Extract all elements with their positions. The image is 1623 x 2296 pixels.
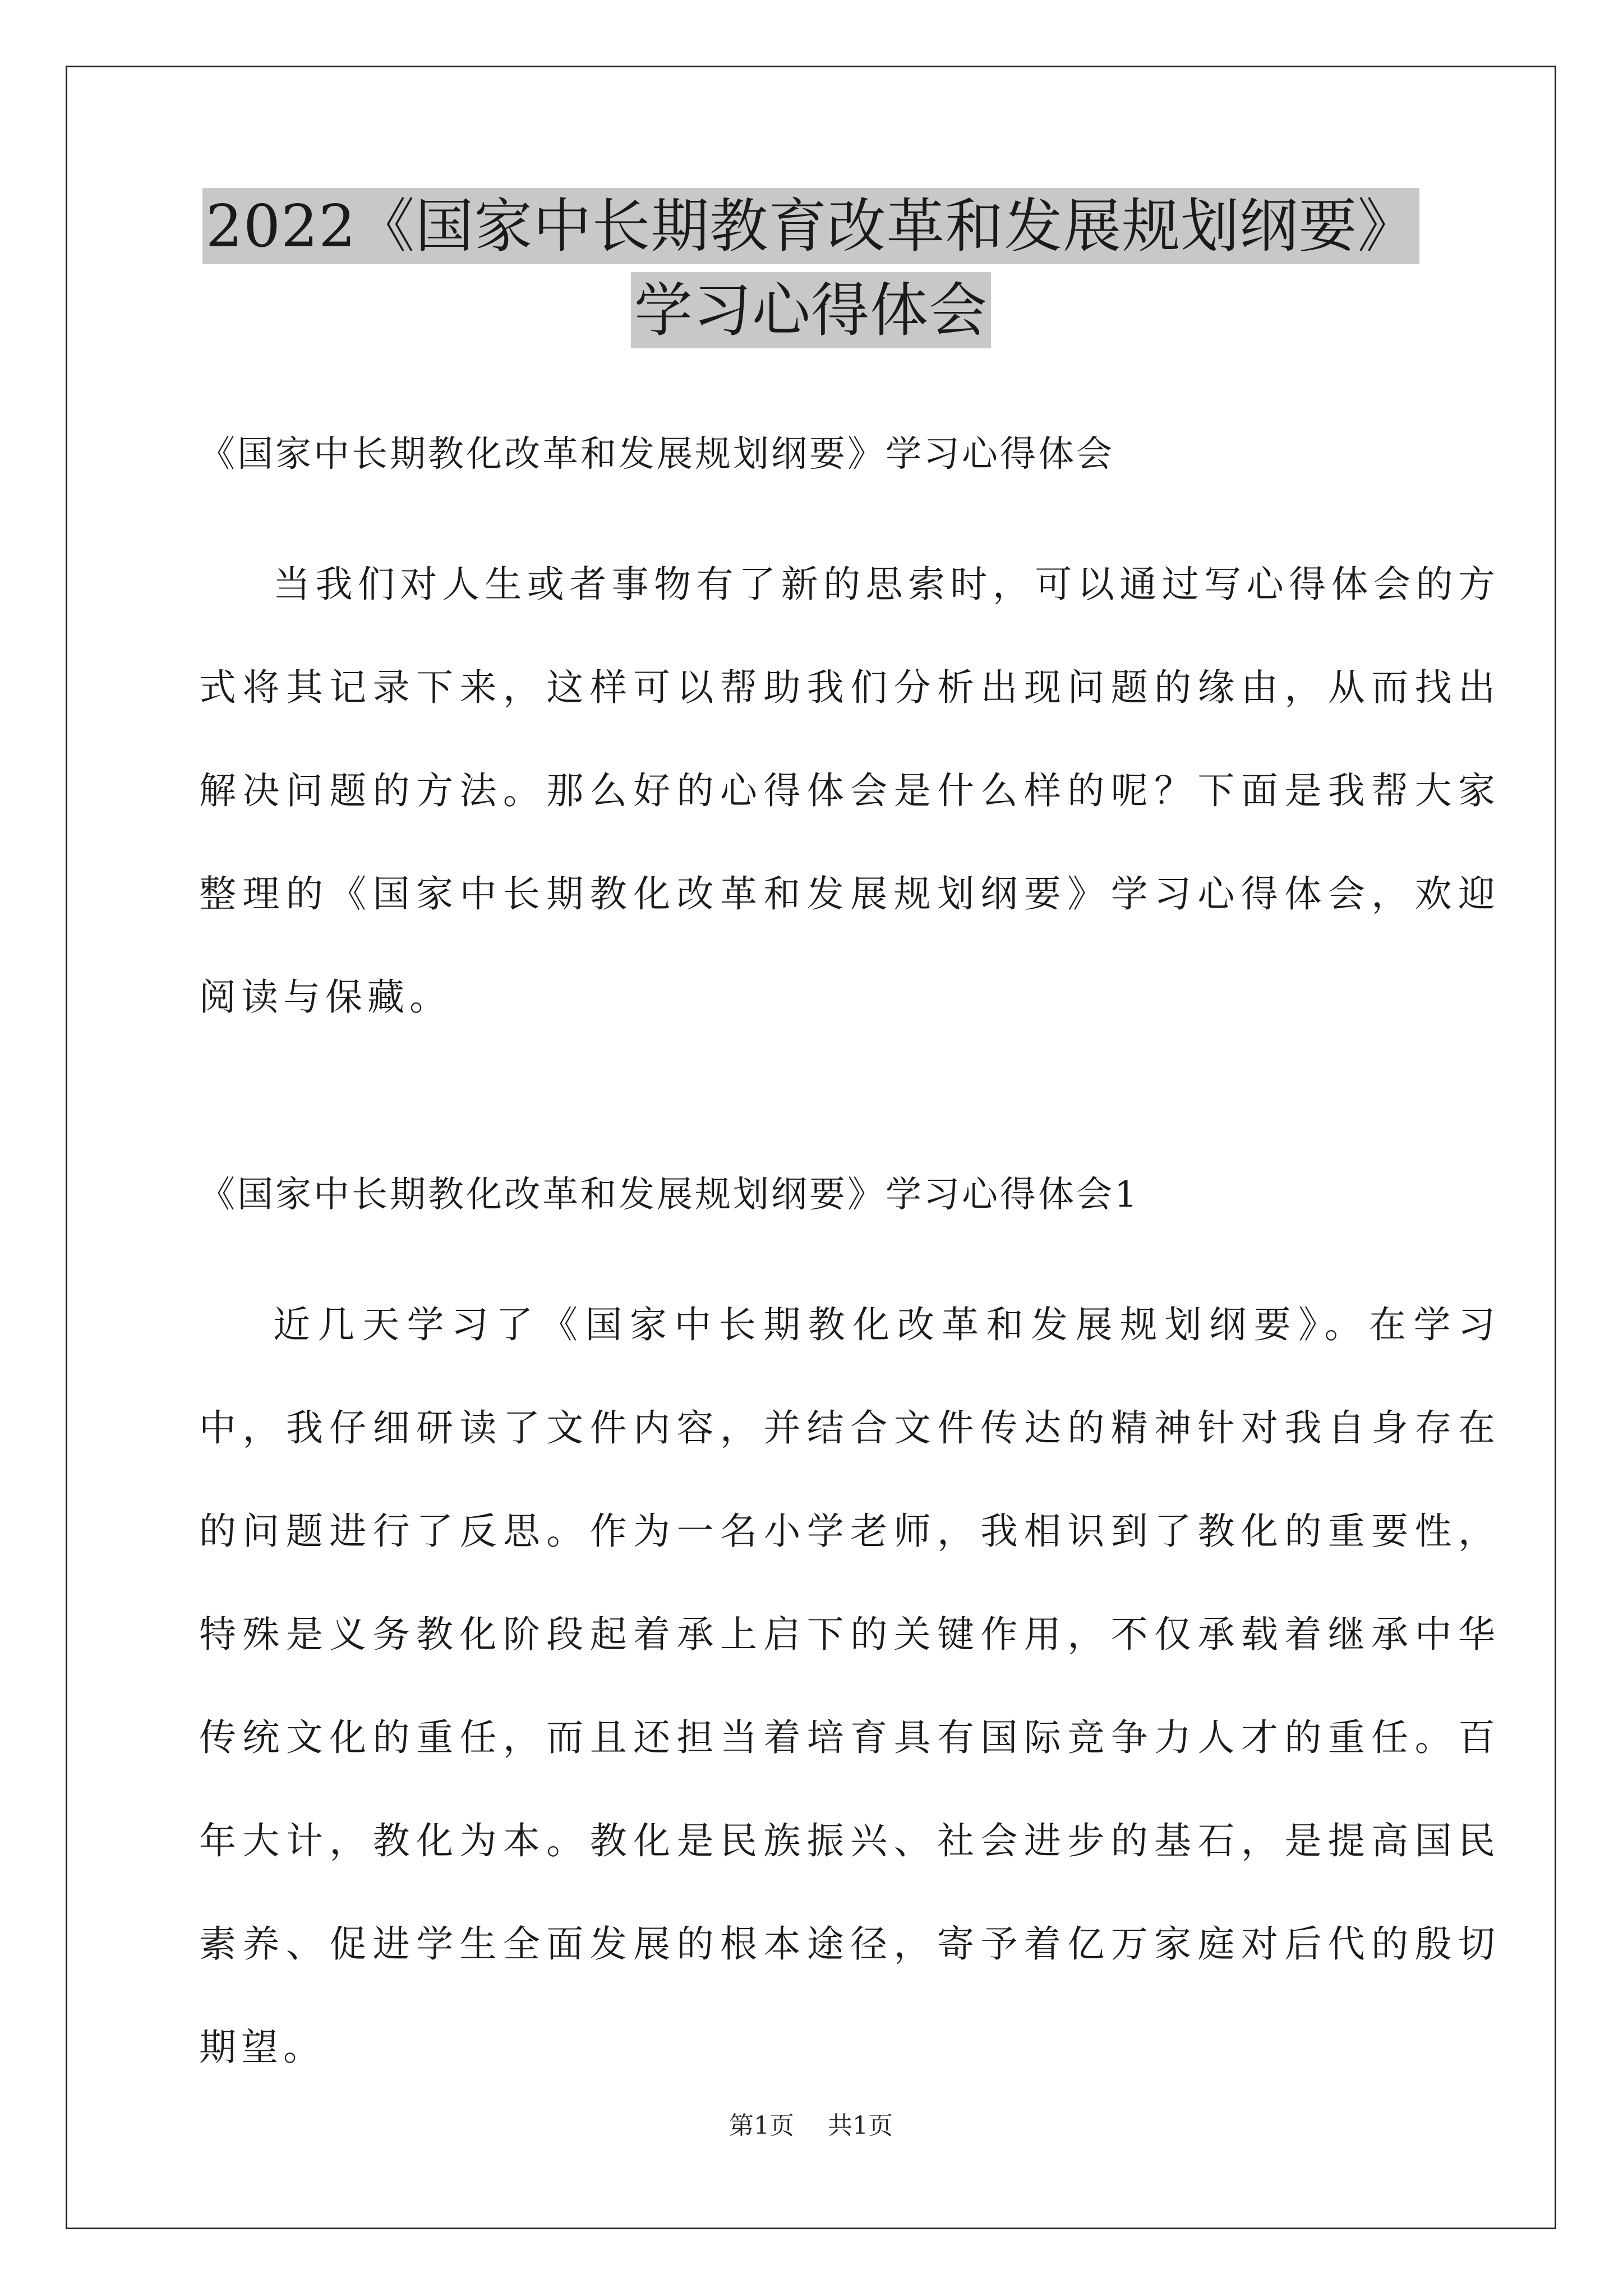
document-body xyxy=(199,426,1500,2099)
intro-heading: 《国家中长期教化改革和发展规划纲要》学习心得体会 xyxy=(199,434,1114,475)
title-line-2: 学习心得体会 xyxy=(631,272,991,348)
page-number-current: 第1页 xyxy=(729,2111,794,2140)
page-number-total: 共1页 xyxy=(828,2111,893,2140)
section1-heading: 《国家中长期教化改革和发展规划纲要》学习心得体会1 xyxy=(199,1174,1140,1216)
section1-paragraph: 近几天学习了《国家中长期教化改革和发展规划纲要》。在学习中，我仔细研读了文件内容，并结合文件传达的精神针对我自身存在的问题进行了反思。作为一名小学老师，我相识到了教化的重要性，特殊是义务教化阶段起着承上启下的关键作用，不仅承载着继承中华传统文化的重任，而且还担当着培育具有国际竞争力人才的重任。百年大计，教化为本。教化是民族振兴、社会进步的基石，是提高国民素养、促进学生全面发展的根本途径，寄予着亿万家庭对后代的殷切期望。 xyxy=(199,1303,1500,2069)
document-title xyxy=(66,188,1556,348)
title-line-1: 2022《国家中长期教育改革和发展规划纲要》 xyxy=(202,188,1420,264)
intro-paragraph: 当我们对人生或者事物有了新的思索时，可以通过写心得体会的方式将其记录下来，这样可以帮助我们分析出现问题的缘由，从而找出解决问题的方法。那么好的心得体会是什么样的呢？下面是我帮大家整理的《国家中长期教化改革和发展规划纲要》学习心得体会，欢迎阅读与保藏。 xyxy=(199,563,1500,1019)
page-footer xyxy=(66,2109,1556,2143)
